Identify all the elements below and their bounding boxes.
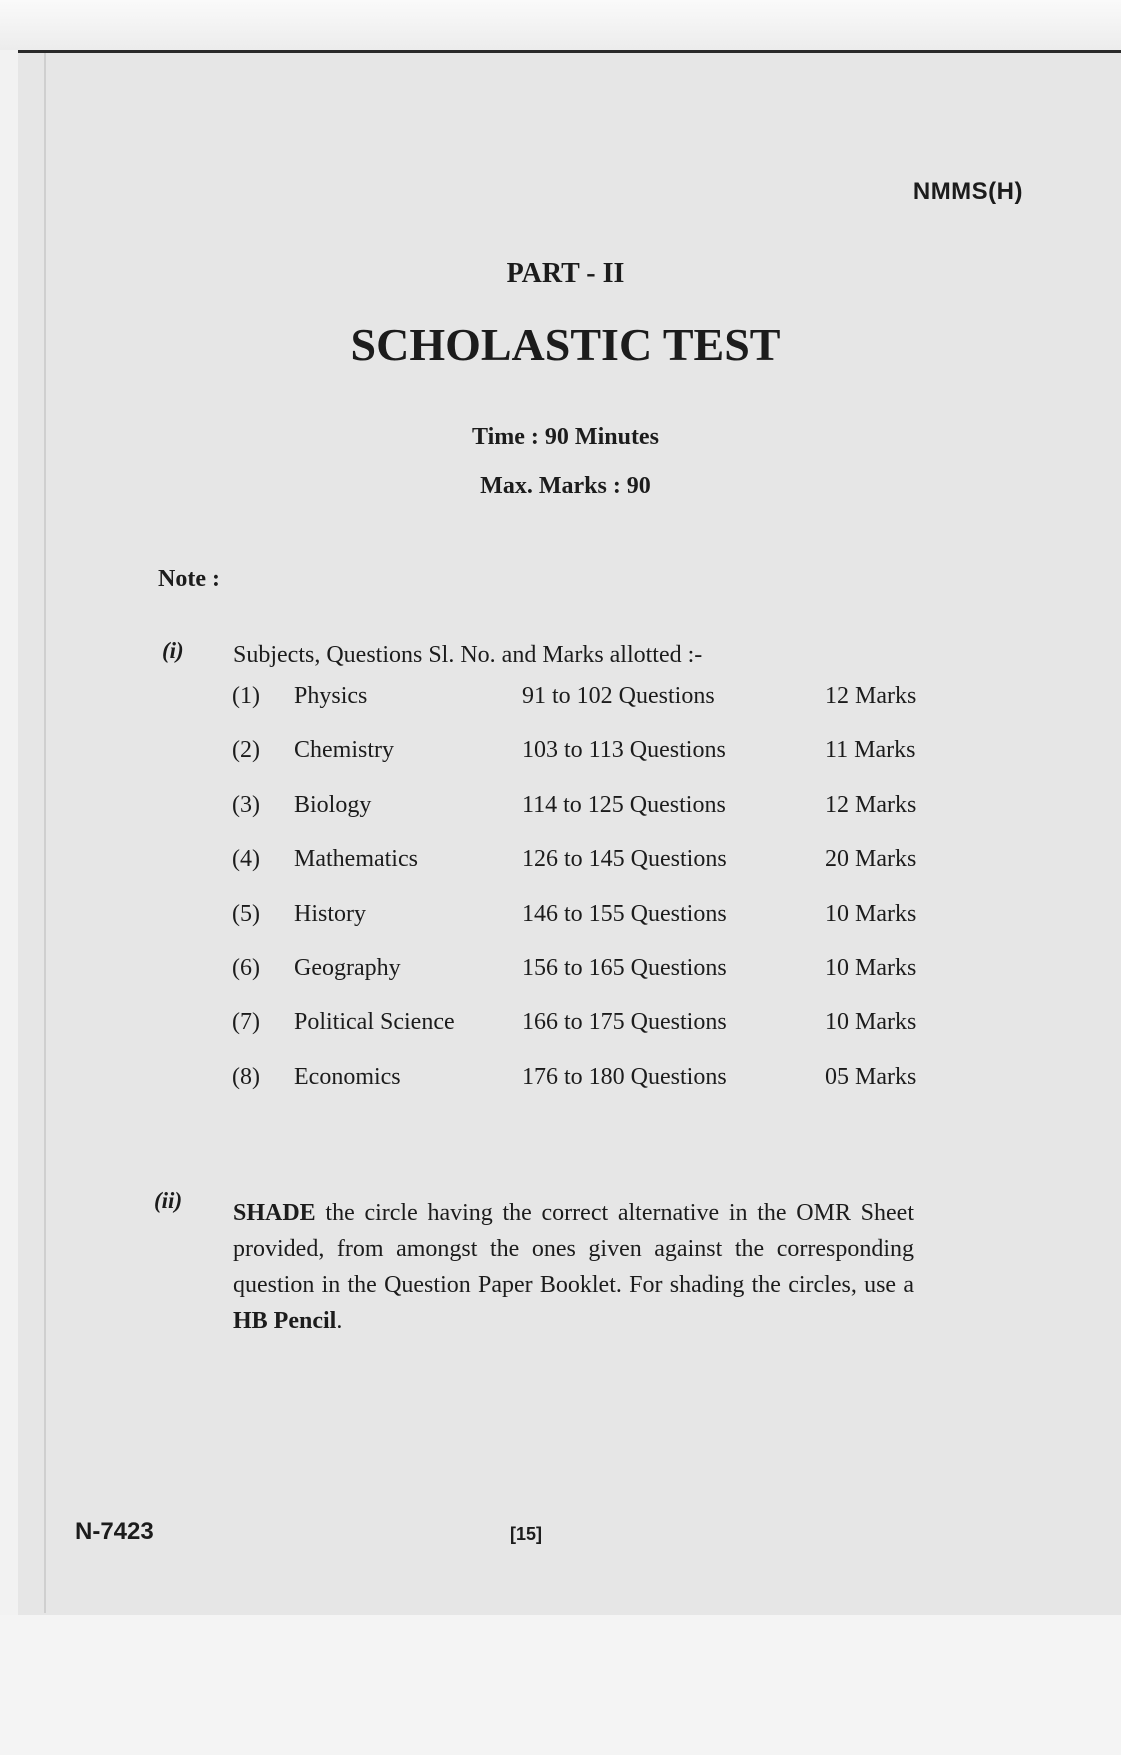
table-row: [232, 955, 945, 1009]
serial-number: (7): [232, 1009, 260, 1036]
question-range: 126 to 145 Questions: [522, 846, 727, 873]
marks-allotted: 10 Marks: [825, 900, 917, 927]
page-number: [15]: [510, 1524, 543, 1544]
subject-name: Mathematics: [294, 846, 418, 873]
marks-allotted: 11 Marks: [825, 737, 916, 764]
serial-number: (1): [232, 683, 260, 709]
scan-bottom-margin: [0, 1615, 1121, 1755]
time-info: Time : 90 Minutes: [472, 424, 659, 450]
table-row: [232, 901, 945, 955]
subjects-table: [232, 683, 945, 1118]
shading-instruction: [233, 1195, 914, 1339]
marks-allotted: 12 Marks: [825, 791, 917, 818]
question-range: 176 to 180 Questions: [522, 1063, 727, 1090]
note-label: Note :: [158, 566, 220, 592]
note-item-number: (i): [162, 638, 184, 663]
instruction-text: the circle having the correct alternative in the OMR Sheet provided, from amongst the ones given against the corresponding question in the Question Paper Booklet. For shading the circles, use a: [233, 1200, 914, 1298]
table-row: [232, 683, 945, 737]
subject-name: Political Science: [294, 1009, 455, 1036]
question-range: 146 to 155 Questions: [522, 900, 727, 927]
marks-allotted: 05 Marks: [825, 1063, 917, 1090]
part-heading: PART - II: [506, 258, 625, 289]
table-row: [232, 1064, 945, 1118]
scan-top-margin: [0, 0, 1121, 50]
subject-name: History: [294, 900, 366, 927]
subject-name: Geography: [294, 954, 401, 981]
question-range: 166 to 175 Questions: [522, 1009, 727, 1036]
table-row: [232, 1009, 945, 1063]
table-row: [232, 792, 945, 846]
subject-name: Chemistry: [294, 737, 394, 764]
booklet-code: N-7423: [75, 1518, 154, 1545]
serial-number: (2): [232, 737, 260, 764]
subject-name: Physics: [294, 683, 368, 709]
table-row: [232, 737, 945, 791]
paper-code: NMMS(H): [912, 178, 1023, 205]
emphasis-text: HB Pencil: [233, 1308, 337, 1334]
serial-number: (8): [232, 1063, 260, 1090]
note-item-text: Subjects, Questions Sl. No. and Marks allotted :-: [233, 642, 703, 668]
instruction-text: .: [336, 1308, 343, 1334]
question-range: 114 to 125 Questions: [522, 791, 726, 818]
marks-allotted: 10 Marks: [825, 954, 917, 981]
question-range: 91 to 102 Questions: [522, 683, 715, 709]
marks-allotted: 20 Marks: [825, 846, 917, 873]
serial-number: (6): [232, 954, 260, 981]
question-range: 103 to 113 Questions: [522, 737, 726, 764]
subject-name: Biology: [294, 791, 372, 818]
serial-number: (3): [232, 791, 260, 818]
table-row: [232, 846, 945, 900]
serial-number: (5): [232, 900, 260, 927]
test-title: SCHOLASTIC TEST: [350, 319, 781, 370]
marks-allotted: 12 Marks: [825, 683, 917, 709]
serial-number: (4): [232, 846, 260, 873]
max-marks-info: Max. Marks : 90: [480, 473, 651, 499]
question-range: 156 to 165 Questions: [522, 954, 727, 981]
marks-allotted: 10 Marks: [825, 1009, 917, 1036]
note-item-number: (ii): [154, 1188, 183, 1213]
emphasis-text: SHADE: [233, 1200, 316, 1226]
subject-name: Economics: [294, 1063, 401, 1090]
